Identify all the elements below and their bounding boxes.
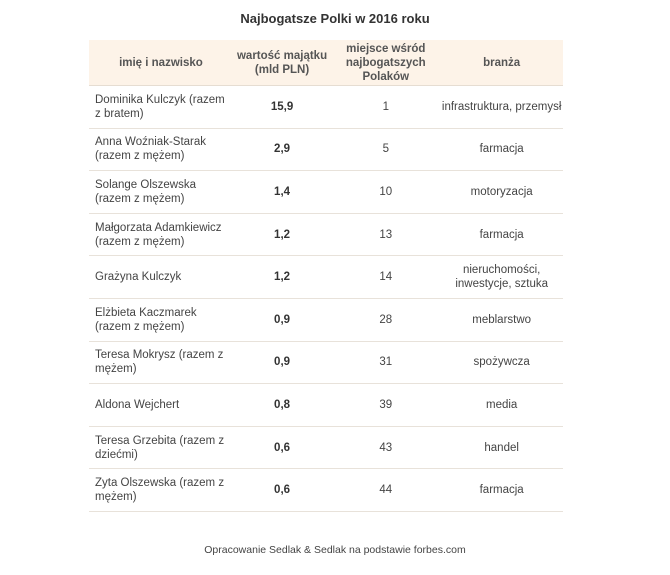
table-row — [89, 298, 563, 341]
header-industry: branża — [440, 40, 563, 86]
cell-name: Anna Woźniak-Starak (razem z mężem) — [89, 128, 233, 171]
cell-value: 15,9 — [233, 86, 331, 129]
header-name: imię i nazwisko — [89, 40, 233, 86]
cell-industry: handel — [440, 426, 563, 469]
table-row — [89, 384, 563, 427]
cell-name: Solange Olszewska (razem z mężem) — [89, 171, 233, 214]
ranking-table — [89, 40, 563, 512]
cell-industry: farmacja — [440, 128, 563, 171]
source-footer: Opracowanie Sedlak & Sedlak na podstawie forbes.com — [204, 544, 466, 556]
cell-name: Małgorzata Adamkiewicz (razem z mężem) — [89, 213, 233, 256]
cell-rank: 31 — [331, 341, 440, 384]
cell-value: 0,6 — [233, 426, 331, 469]
cell-rank: 5 — [331, 128, 440, 171]
cell-industry: motoryzacja — [440, 171, 563, 214]
cell-value: 0,9 — [233, 298, 331, 341]
header-rank: miejsce wśród najbogatszych Polaków — [331, 40, 440, 86]
table-row — [89, 213, 563, 256]
table-row — [89, 426, 563, 469]
cell-rank: 13 — [331, 213, 440, 256]
cell-industry: infrastruktura, przemysł — [440, 86, 563, 129]
cell-rank: 28 — [331, 298, 440, 341]
table-header-row — [89, 40, 563, 86]
cell-rank: 14 — [331, 256, 440, 299]
cell-name: Grażyna Kulczyk — [89, 256, 233, 299]
table-row — [89, 256, 563, 299]
cell-industry: farmacja — [440, 213, 563, 256]
cell-industry: spożywcza — [440, 341, 563, 384]
cell-industry: nieruchomości, inwestycje, sztuka — [440, 256, 563, 299]
cell-name: Dominika Kulczyk (razem z bratem) — [89, 86, 233, 129]
cell-value: 1,2 — [233, 256, 331, 299]
cell-value: 1,2 — [233, 213, 331, 256]
cell-name: Teresa Grzebita (razem z dziećmi) — [89, 426, 233, 469]
cell-rank: 39 — [331, 384, 440, 427]
cell-rank: 44 — [331, 469, 440, 512]
cell-industry: meblarstwo — [440, 298, 563, 341]
table-row — [89, 469, 563, 512]
cell-name: Elżbieta Kaczmarek (razem z mężem) — [89, 298, 233, 341]
table-row — [89, 128, 563, 171]
cell-value: 1,4 — [233, 171, 331, 214]
cell-industry: media — [440, 384, 563, 427]
cell-name: Zyta Olszewska (razem z mężem) — [89, 469, 233, 512]
cell-rank: 43 — [331, 426, 440, 469]
cell-value: 0,9 — [233, 341, 331, 384]
page-title: Najbogatsze Polki w 2016 roku — [240, 11, 430, 26]
header-value: wartość majątku (mld PLN) — [233, 40, 331, 86]
table-row — [89, 86, 563, 129]
cell-industry: farmacja — [440, 469, 563, 512]
cell-rank: 1 — [331, 86, 440, 129]
cell-value: 0,6 — [233, 469, 331, 512]
table-row — [89, 171, 563, 214]
cell-name: Aldona Wejchert — [89, 384, 233, 427]
cell-name: Teresa Mokrysz (razem z mężem) — [89, 341, 233, 384]
table-row — [89, 341, 563, 384]
cell-value: 0,8 — [233, 384, 331, 427]
cell-rank: 10 — [331, 171, 440, 214]
cell-value: 2,9 — [233, 128, 331, 171]
